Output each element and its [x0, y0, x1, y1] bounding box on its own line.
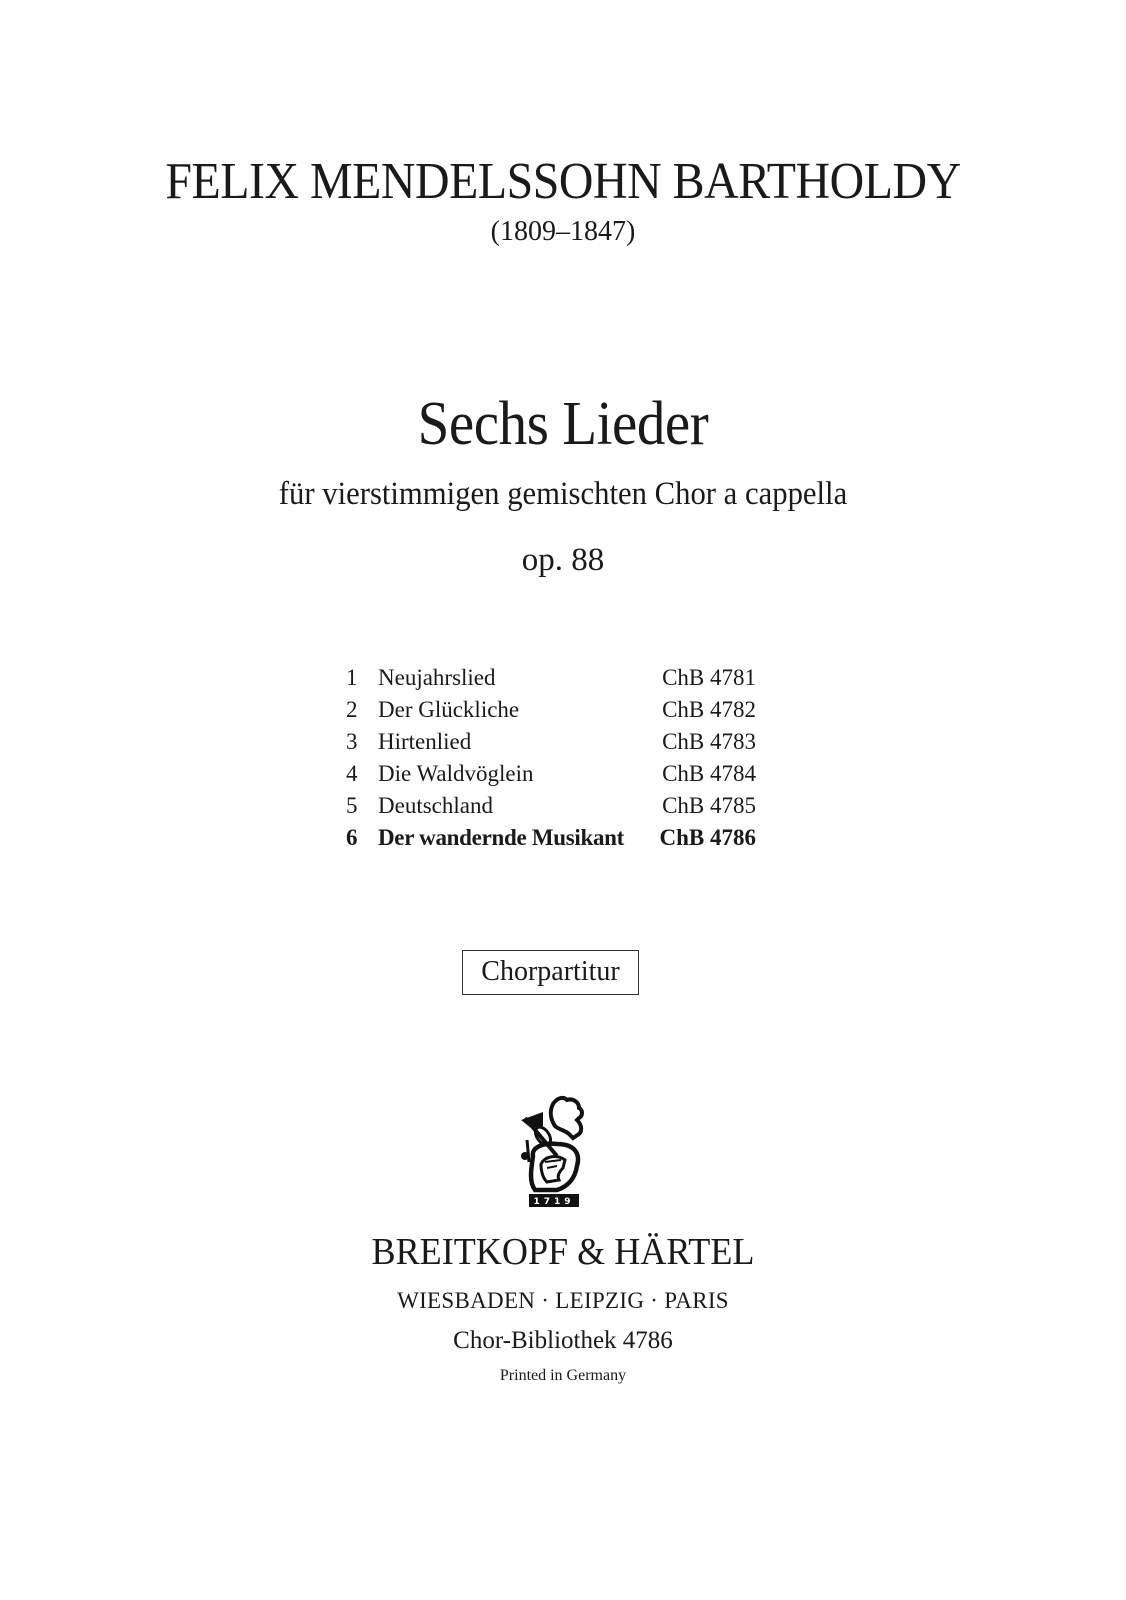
- work-title: Sechs Lieder: [417, 390, 709, 458]
- contents-row: [346, 662, 756, 694]
- catalog-series: Chor-Bibliothek 4786: [453, 1327, 673, 1354]
- catalog-number: ChB 4786: [659, 825, 756, 850]
- contents-row: [346, 694, 756, 726]
- song-number: 1: [346, 665, 358, 690]
- catalog-number: ChB 4781: [662, 665, 756, 690]
- song-title: Die Waldvöglein: [378, 761, 534, 786]
- publisher-cities: WIESBADEN · LEIPZIG · PARIS: [397, 1288, 729, 1313]
- song-number: 3: [346, 729, 358, 754]
- song-number: 5: [346, 793, 358, 818]
- edition-type-box: Chorpartitur: [462, 950, 639, 995]
- logo-year: 1719: [533, 1197, 575, 1207]
- song-title: Deutschland: [378, 793, 493, 818]
- song-number: 2: [346, 697, 358, 722]
- composer-name: FELIX MENDELSSOHN BARTHOLDY: [165, 153, 961, 210]
- contents-row-current: [346, 822, 756, 854]
- song-number: 6: [346, 825, 358, 850]
- breitkopf-bear-logo-icon: [513, 1090, 591, 1208]
- work-subtitle: für vierstimmigen gemischten Chor a cappella: [278, 476, 848, 512]
- song-title: Hirtenlied: [378, 729, 472, 754]
- opus-number: op. 88: [521, 542, 605, 578]
- composer-dates: (1809–1847): [490, 216, 636, 247]
- song-number: 4: [346, 761, 358, 786]
- printed-in: Printed in Germany: [499, 1367, 627, 1384]
- song-title: Der Glückliche: [378, 697, 520, 722]
- song-title: Der wandernde Musikant: [378, 825, 624, 850]
- contents-row: [346, 726, 756, 758]
- catalog-number: ChB 4784: [662, 761, 756, 786]
- publisher-name: BREITKOPF & HÄRTEL: [371, 1231, 755, 1273]
- contents-row: [346, 758, 756, 790]
- catalog-number: ChB 4783: [662, 729, 756, 754]
- contents-row: [346, 790, 756, 822]
- contents-list: [346, 662, 756, 854]
- catalog-number: ChB 4785: [662, 793, 756, 818]
- catalog-number: ChB 4782: [662, 697, 756, 722]
- song-title: Neujahrslied: [378, 665, 496, 690]
